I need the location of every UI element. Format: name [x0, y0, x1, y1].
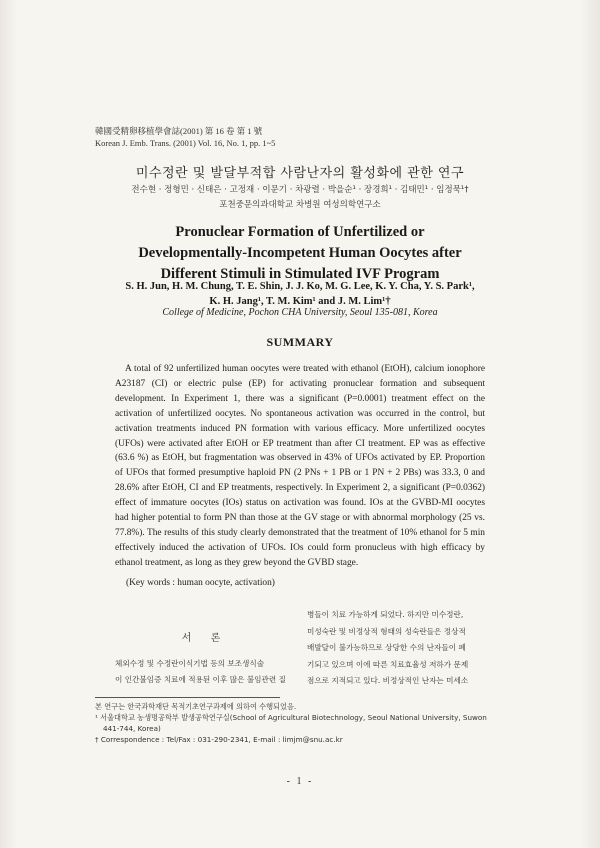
journal-citation-english: Korean J. Emb. Trans. (2001) Vol. 16, No. 1, pp. 1~5 — [95, 138, 276, 148]
footnotes — [95, 701, 495, 745]
page-number: - 1 - — [286, 776, 314, 787]
english-affiliation: College of Medicine, Pochon CHA University, Seoul 135-081, Korea — [162, 307, 438, 318]
body-line: 배발달이 불가능하므로 상당한 수의 난자들이 폐 — [307, 643, 466, 652]
summary-heading: SUMMARY — [266, 335, 334, 349]
english-title — [0, 222, 600, 285]
body-left-column — [115, 656, 299, 688]
footnote-affiliation-cont: 441-744, Korea) — [103, 724, 161, 733]
body-line: 점으로 지적되고 있다. 비정상적인 난자는 미세소 — [307, 676, 469, 685]
english-title-line-3: Different Stimuli in Stimulated IVF Program — [160, 266, 440, 282]
english-title-line-2: Developmentally-Incompetent Human Oocytes after — [138, 245, 462, 261]
journal-header — [95, 125, 275, 149]
body-line: 기되고 있으며 이에 따른 치료효율성 저하가 문제 — [307, 659, 469, 669]
english-authors — [0, 279, 600, 309]
english-title-line-1: Pronuclear Formation of Unfertilized or — [175, 224, 425, 240]
footnote-divider — [95, 697, 280, 698]
introduction-heading: 서 론 — [181, 633, 229, 644]
korean-authors: 전수현 · 정형민 · 신태은 · 고정재 · 이문기 · 차광렬 · 박을순¹ · 장경희¹ · 김태민¹ · 임정묵¹† — [131, 185, 469, 195]
english-authors-line-1: S. H. Jun, H. M. Chung, T. E. Shin, J. J. Ko, M. G. Lee, K. Y. Cha, Y. S. Park¹, — [125, 281, 475, 292]
body-line: 체외수정 및 수정란이식기법 등의 보조생식술 — [115, 659, 265, 668]
korean-title: 미수정란 및 발달부적합 사람난자의 활성화에 관한 연구 — [135, 166, 465, 181]
korean-affiliation: 포천중문의과대학교 차병원 여성의학연구소 — [219, 200, 381, 210]
abstract-text: A total of 92 unfertilized human oocytes were treated with ethanol (EtOH), calcium ionophore A23187 (CI) or electric pulse (EP) for activating pronuclear formation and subsequent development. In Experiment 1, there was a significant (P=0.0001) treatment effect on the activation of unfertilized oocytes. No spontaneous activation was occurred in the control, but activation treatments induced PN formation with various efficacy. More unfertilized oocytes (UFOs) were activated after EtOH or EP treatment than after CI treatment. EP was as effective (63.6 %) as EtOH, but fragmentation was observed in 43% of UFOs activated by EP. Proportion of UFOs that formed presumptive haploid PN (2 PNs + 1 PB or 1 PN + 2 PBs) was 33.3, 0 and 28.6% after EtOH, CI and EP treatments, respectively. In Experiment 2, a significant (P=0.0362) effect of immature oocytes (IOs) status on activation was found. IOs at the GVBD-MI oocytes had higher potential to form PN than those at the GV stage or with abnormal morphology (25 vs. 77.8%). The results of this study clearly demonstrated that the treatment of 10% ethanol for 5 min effectively induced the activation of UFOs. IOs could form pronucleus with high efficacy by ethanol treatment, as long as they grew beyond the GVBD stage. — [115, 364, 485, 568]
keywords: (Key words : human oocyte, activation) — [126, 578, 275, 588]
english-authors-line-2: K. H. Jang¹, T. M. Kim¹ and J. M. Lim¹† — [209, 296, 391, 307]
body-line: 이 인간불임증 치료에 적용된 이후 많은 불임관련 질 — [115, 675, 286, 684]
body-line: 병들이 치료 가능하게 되었다. 하지만 미수정란, — [307, 610, 464, 619]
journal-citation-korean: 韓國受精卵移植學會誌(2001) 第 16 卷 第 1 號 — [95, 126, 263, 136]
body-right-column — [307, 607, 489, 690]
body-line: 미성숙란 및 비정상적 형태의 성숙란들은 정상적 — [307, 626, 466, 636]
footnote-funding: 본 연구는 한국과학재단 목적기초연구과제에 의하여 수행되었음. — [95, 702, 297, 711]
footnote-correspondence: † Correspondence : Tel/Fax : 031-290-2341, E-mail : limjm@snu.ac.kr — [95, 735, 343, 744]
footnote-affiliation: ¹ 서울대학교 농생명공학부 발생공학연구실(School of Agricultural Biotechnology, Seoul National University, Suwon — [95, 713, 487, 722]
